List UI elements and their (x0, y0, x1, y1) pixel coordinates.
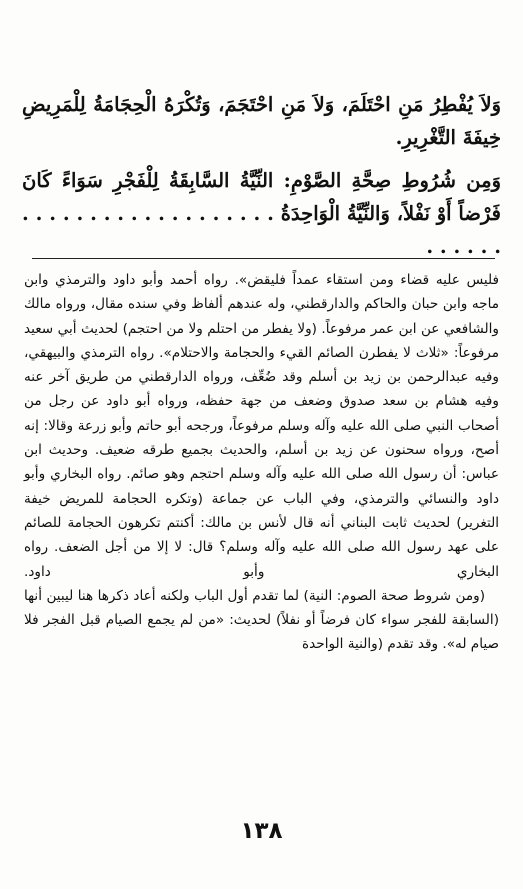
main-text-block (22, 88, 501, 263)
commentary-block (24, 268, 499, 657)
main-text-paragraph: وَمِن شُرُوطِ صِحَّةِ الصَّوْمِ: النِّيَّةُ السَّابِقَةُ لِلْفَجْرِ سَوَاءً كَانَ فَرْضاً أَوْ نَفْلاً، وَالنِّيَّةُ الْوَاحِدَةُ . . . . . . . . . . . . . . . . . . . . . . . . . (22, 169, 501, 258)
separator-rule (32, 258, 495, 259)
page-number: ١٣٨ (240, 818, 283, 844)
commentary-paragraph: (ومن شروط صحة الصوم: النية) لما تقدم أول الباب ولكنه أعاد ذكرها هنا ليبين أنها (السابقة للفجر سواء كان فرضاً أو نفلاً) لحديث: «من لم يجمع الصيام قبل الفجر فلا صيام له». وقد تقدم (والنية الواحدة (24, 587, 499, 653)
main-text-paragraph: وَلاَ يُفْطِرُ مَنِ احْتَلَمَ، وَلاَ مَنِ احْتَجَمَ، وَتُكْرَهُ الْحِجَامَةُ لِلْمَرِيضِ خِيفَةَ التَّغْرِيرِ. (22, 93, 501, 149)
commentary-paragraph: فليس عليه قضاء ومن استقاء عمداً فليقض». رواه أحمد وأبو داود والترمذي وابن ماجه وابن حبان والحاكم والدارقطني، وله عندهم ألفاظ وفي سنده مقال، ورواه مالك والشافعي عن ابن عمر مرفوعاً. (ولا يفطر من احتلم ولا من احتجم) لحديث أبي سعيد مرفوعاً: «ثلاث لا يفطرن الصائم القيء والحجامة والاحتلام». رواه الترمذي والبيهقي، وفيه عبدالرحمن بن زيد بن أسلم وقد ضُعِّف، ورواه الدارقطني من طريق آخر عنه وفيه هشام بن سعد صدوق وضعف من جهة حفظه، ورواه أبو داود عن رجل من أصحاب النبي صلى الله عليه وآله وسلم مرفوعاً، ورجحه أبو حاتم وأبو زرعة وقالا: إنه أصح، ورواه سحنون عن زيد بن أسلم، والحديث بجميع طرقه ضعيف. وحديث ابن عباس: أن رسول الله صلى الله عليه وآله وسلم احتجم وهو صائم. رواه البخاري وأبو داود والنسائي والترمذي، وفي الباب عن جماعة (وتكره الحجامة للمريض خيفة التغرير) لحديث ثابت البناني أنه قال لأنس بن مالك: أكنتم تكرهون الحجامة للصائم على عهد رسول الله صلى الله عليه وآله وسلم؟ قال: لا إلا من أجل الضعف. رواه البخاري وأبو داود. (24, 272, 499, 580)
